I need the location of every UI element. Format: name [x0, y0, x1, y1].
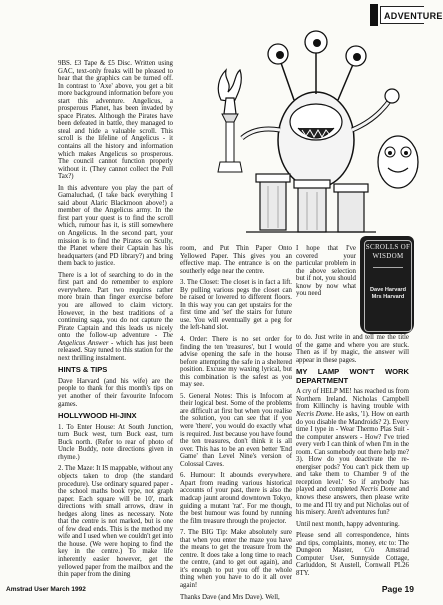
page-number: Page 19	[381, 584, 414, 594]
intro-paragraph: 9BS. £3 Tape & £5 Disc. Written using GAC, text-only freaks will be pleased to hear that the graphics can be turned off. In contrast to 'Axe' above, you get a bit more background information before you start this adventure. Angelicus, a prosperous Planet, has been invaded by space Pirates. Although the Pirates have been defeated in battle, they managed to steal and hide a valuable scroll. This scroll is the lifeline of Angelicus - it contains all the history and information which makes Angelicus so prosperous. The council cannot function properly without it. (They cannot collect the Poll Tax?)	[58, 60, 173, 181]
lamp-heading: MY LAMP WON'T WORK DEPARTMENT	[296, 367, 409, 385]
signoff-paragraph: Until next month, happy adventuring.	[296, 520, 400, 528]
column-3	[296, 334, 409, 582]
tip-6: 6. Humour: It abounds everywhere. Apart from reading various historical accounts of your past, there is also the madcap jaunt around downtown Tokyo, guiding a mutant 'rat'. For me though, the best humour was found by running the film treasure through the projector.	[180, 472, 292, 525]
tip-2-cont: room, and Put Thin Paper Onto Yellowed Paper. This gives you an effective map. The entrance is on the southerly edge near the centre.	[180, 245, 292, 275]
column-2	[180, 245, 292, 605]
scroll-divider	[373, 267, 403, 268]
monster-illustration	[176, 30, 424, 236]
hints-heading: HINTS & TIPS	[58, 365, 108, 375]
hints-intro: Dave Harvard (and his wife) are the people to thank for this month's tips on yet another of their favourite Infocom games.	[58, 377, 173, 408]
tab-bar	[370, 4, 378, 26]
scroll-title: SCROLLS OF WISDOM	[365, 243, 411, 260]
letter-text-c: and knows these answers, then please write to me and I'll try and put Nicholas out of his misery. Aren't adventures fun?	[296, 486, 409, 517]
letter-text-a: A cry of HELP ME! has reached us from Northern Ireland. Nicholas Campbell from Killinchy is having trouble with	[296, 388, 409, 411]
story-paragraph: In this adventure you play the part of Gamaluchad, (I take back everything I said about Alaric Blackmoon above!) a member of the Angelicus army. In the first part your quest is to find the scroll which, rumour has it, is still somewhere on Angelicus. In the second part, your mission is to find the Pirates on Scully, the Planet where their Captain has his headquarters (and PD library?) and bring them back to justice.	[58, 184, 173, 268]
letter-text-b: . He asks, '1). How on earth do you disable the Mandroids? 2). Every time I type in - Wear Thermo Plas Suit - the computer answers - How? I've tried every verb I can think of when I'm in the room. Can somebody out there help me? 3). How do you deactivate the re-energiser pods? You can't pick them up and take them to Chamber 9 of the reception level.' So if anybody has played and completed	[296, 411, 410, 494]
hollywood-heading: HOLLYWOOD HI-JINX	[58, 411, 137, 421]
gameplay-text: There is a lot of searching to do in the first part and do remember to explore everywhere. Part two requires rather more brain than finger exercise before you are allowed to claim victory. However, in the best traditions of a continuing saga, you do not capture the Pirate Captain and this leads us nicely onto the follow-up adventure -	[58, 271, 173, 340]
tip-4: 4. Order: There is no set order for finding the ten 'treasures', but I would advise opening the safe in the house before attempting the safe in a sheltered position. Excuse my waxing lyrical, but this combination is the safest as you may see.	[180, 336, 292, 389]
scrolls-of-wisdom-box	[360, 236, 414, 334]
tip-5: 5. General Notes: This is Infocom at their logical best. Some of the problems are difficult at first but when you realise the solution, you can see that if you were 'there', you would do exactly what is required. Just because you have found the ten treasures, don't think it is all over. This has to be an even better 'End Game' than Level Nine's version of Colossal Caves.	[180, 392, 292, 468]
column-1	[58, 60, 173, 583]
tip-2: 2. The Maze: It IS mappable, without any objects taken to drop (the standard procedure). Use ordinary squared paper - the school maths book type, not graph paper. Each square will be 10', mark directions with small arrows, draw in hedges along lines as necessary. Note that the centre is not marked, but is one of few dead ends. This is the method my wife and I used when we couldn't get into the house. (We were hoping to find the key in the centre.) To make life inherently easier however, get the yellowed paper from the mailbox and the thin paper from the dining	[58, 465, 173, 579]
address-paragraph: Please send all correspondence, hints and tips, complaints, money, etc to: The Dungeon Master, C/o Amstrad Computer User, Sunnyside Cottage, Carluddon, St Austell, Cornwall PL26 8TY.	[296, 532, 409, 577]
scroll-frame	[364, 240, 412, 332]
sequel-title: The Angelicus Answer	[58, 332, 173, 347]
column-3-top	[296, 245, 356, 298]
gameplay-text-end: - which has just been released. Stay tuned to this station for the next thrilling instalment.	[58, 339, 173, 362]
thanks-paragraph: Thanks Dave (and Mrs Dave). Well,	[180, 593, 280, 601]
pillars-drawing	[246, 174, 376, 232]
small-monster-drawing	[378, 136, 418, 188]
closing-paragraph-end: to do. Just write in and tell me the title of the game and where you are stuck. Then as if by magic, the answer will appear in these pages.	[296, 334, 409, 364]
section-tab	[370, 4, 443, 26]
tip-7: 7. The BIG Tip: Make absolutely sure that when you enter the maze you have the means to get the treasure from the centre. It does take a long time to reach the centre, (and to get out again), and it's enough to put you off the whole thing when you have to do it all over again!	[180, 529, 292, 589]
torch-drawing	[218, 70, 242, 172]
game-title-1: Necris Dome	[296, 411, 333, 419]
closing-paragraph: I hope that I've covered your particular problem in the above selection but if not, you should know by now what you need	[296, 245, 356, 298]
scroll-authors: Dave Harvard Mrs Harvard	[369, 287, 407, 300]
letter-paragraph	[296, 388, 409, 516]
gameplay-paragraph	[58, 272, 173, 363]
tip-3: 3. The Closet: The closet is in fact a lift. By pulling various pegs the closet can be raised or lowered to different floors. In this way you can get upstairs for the first time and 'set' the stairs for future use. You will eventually get a peg for the left-hand slot.	[180, 279, 292, 332]
section-label: ADVENTURE	[380, 6, 424, 24]
tip-1: 1. To Enter House: At South Junction, turn Buck west, turn Buck east, turn Buck north. (Refer to rear of photo of Uncle Buddy, note directions given in rhyme.)	[58, 423, 173, 461]
page-footer	[0, 584, 424, 599]
game-title-2: Necris Dome	[359, 486, 397, 494]
monster-drawing	[242, 31, 399, 188]
magazine-issue: Amstrad User March 1992	[6, 586, 86, 593]
